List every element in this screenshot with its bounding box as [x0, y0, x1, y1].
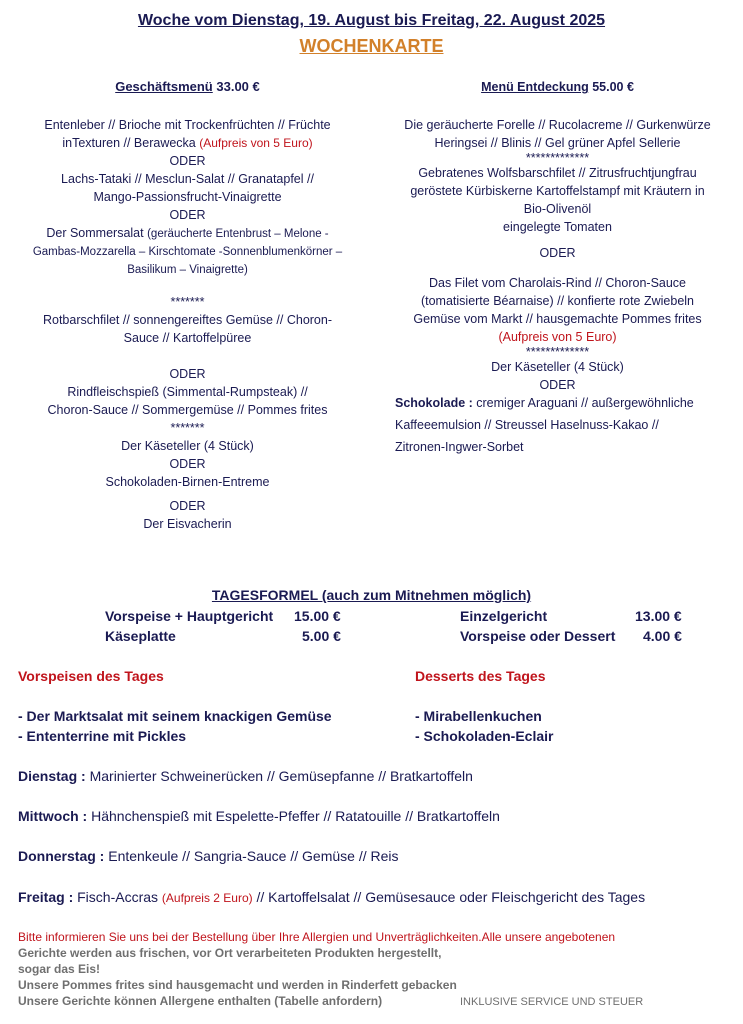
menu-line: Die geräucherte Forelle // Rucolacreme // Gurkenwürze — [404, 118, 711, 132]
service-note: INKLUSIVE SERVICE UND STEUER — [460, 996, 644, 1008]
menu-line: Rindfleischspieß (Simmental-Rumpsteak) // — [67, 385, 308, 399]
allergy-note: Bitte informieren Sie uns bei der Bestellung über Ihre Allergien und Unverträglichkeiten.Alle unsere angebotenen — [18, 930, 616, 944]
menu-line: (tomatisierte Béarnaise) // konfierte rote Zwiebeln — [420, 294, 695, 308]
dessert-item: - Schokoladen-Eclair — [415, 728, 554, 744]
menu-line: Basilikum – Vinaigrette) — [127, 264, 248, 276]
starters-title: Vorspeisen des Tages — [18, 668, 164, 684]
footer-line: sogar das Eis! — [18, 962, 101, 976]
or-separator: ODER — [539, 246, 576, 260]
menu-line: Gambas-Mozzarella – Kirschtomate -Sonnenblumenkörner – — [32, 246, 343, 258]
surcharge-note: (Aufpreis von 5 Euro) — [199, 136, 313, 150]
menu-line: Bio-Olivenöl — [523, 202, 592, 216]
surcharge-note: (Aufpreis von 5 Euro) — [498, 330, 617, 344]
course-separator: ************* — [525, 345, 590, 359]
menu-line: Lachs-Tataki // Mesclun-Salat // Granatapfel // — [61, 172, 314, 186]
footer-line: Unsere Gerichte können Allergene enthalten (Tabelle anfordern) — [18, 994, 383, 1008]
price-label: Käseplatte — [105, 628, 176, 644]
menu-line: Der Käseteller (4 Stück) — [121, 439, 254, 453]
discovery-menu — [385, 78, 730, 456]
price-label: Vorspeise + Hauptgericht — [105, 608, 274, 624]
business-menu — [10, 78, 365, 533]
price-label: Einzelgericht — [460, 608, 548, 624]
day-special-thursday: Donnerstag : Entenkeule // Sangria-Sauce // Gemüse // Reis — [18, 848, 399, 864]
business-menu-title: Geschäftsmenü 33.00 € — [115, 79, 260, 94]
menu-line: Gebratenes Wolfsbarschfilet // Zitrusfruchtjungfrau — [418, 166, 697, 180]
or-separator: ODER — [169, 208, 206, 222]
menu-title: WOCHENKARTE — [299, 36, 444, 56]
week-header: Woche vom Dienstag, 19. August bis Freitag, 22. August 2025 — [137, 12, 606, 29]
discovery-menu-title: Menü Entdeckung 55.00 € — [481, 80, 634, 94]
menu-line: Zitronen-Ingwer-Sorbet — [395, 440, 524, 454]
price-label: Vorspeise oder Dessert — [460, 628, 616, 644]
menu-line: geröstete Kürbiskerne Kartoffelstampf mit Kräutern in — [410, 184, 705, 198]
menu-line: Choron-Sauce // Sommergemüse // Pommes frites — [47, 403, 328, 417]
menu-line: Schokolade : cremiger Araguani // außergewöhnliche — [395, 396, 694, 410]
surcharge-note: (Aufpreis 2 Euro) — [161, 891, 253, 905]
daily-formula-title: TAGESFORMEL (auch zum Mitnehmen möglich) — [211, 587, 532, 603]
menu-line: Das Filet vom Charolais-Rind // Choron-Sauce — [428, 276, 687, 290]
menu-line: Heringsei // Blinis // Gel grüner Apfel Sellerie — [434, 136, 681, 150]
course-separator: ******* — [170, 421, 205, 435]
menu-line: Gemüse vom Markt // hausgemachte Pommes frites — [413, 312, 702, 326]
menu-line: Kaffeeemulsion // Streussel Haselnuss-Kakao // — [395, 418, 659, 432]
menu-line: Der Sommersalat (geräucherte Entenbrust – Melone - — [46, 226, 329, 240]
course-separator: ******* — [170, 295, 205, 309]
menu-line: eingelegte Tomaten — [503, 220, 612, 234]
menu-line: Sauce // Kartoffelpüree — [123, 331, 252, 345]
price-value: 4.00 € — [643, 628, 682, 644]
price-value: 5.00 € — [302, 628, 341, 644]
or-separator: ODER — [169, 499, 206, 513]
menu-line: Schokoladen-Birnen-Entreme — [105, 475, 270, 489]
or-separator: ODER — [169, 154, 206, 168]
menu-line: Entenleber // Brioche mit Trockenfrüchten // Früchte — [44, 118, 331, 132]
day-special-tuesday: Dienstag : Marinierter Schweinerücken // Gemüsepfanne // Bratkartoffeln — [18, 768, 473, 784]
starter-item: - Der Marktsalat mit seinem knackigen Gemüse — [18, 708, 332, 724]
menu-line: Rotbarschfilet // sonnengereiftes Gemüse // Choron- — [42, 313, 333, 327]
menu-line: Mango-Passionsfrucht-Vinaigrette — [93, 190, 282, 204]
desserts-title: Desserts des Tages — [415, 668, 546, 684]
price-value: 13.00 € — [635, 608, 682, 624]
dessert-item: - Mirabellenkuchen — [415, 708, 542, 724]
or-separator: ODER — [539, 378, 576, 392]
course-separator: ************* — [525, 151, 590, 165]
or-separator: ODER — [169, 457, 206, 471]
or-separator: ODER — [169, 367, 206, 381]
day-special-friday: Freitag : Fisch-Accras (Aufpreis 2 Euro) // Kartoffelsalat // Gemüsesauce oder Fleischgericht des Tages — [18, 889, 646, 905]
day-special-wednesday: Mittwoch : Hähnchenspieß mit Espelette-Pfeffer // Ratatouille // Bratkartoffeln — [18, 808, 500, 824]
footer-line: Gerichte werden aus frischen, vor Ort verarbeiteten Produkten hergestellt, — [18, 946, 442, 960]
footer-line: Unsere Pommes frites sind hausgemacht und werden in Rinderfett gebacken — [18, 978, 457, 992]
starter-item: - Ententerrine mit Pickles — [18, 728, 187, 744]
menu-line: Der Käseteller (4 Stück) — [491, 360, 624, 374]
price-value: 15.00 € — [294, 608, 341, 624]
menu-line: inTexturen // Berawecka (Aufpreis von 5 Euro) — [62, 136, 313, 150]
menu-line: Der Eisvacherin — [143, 517, 232, 531]
